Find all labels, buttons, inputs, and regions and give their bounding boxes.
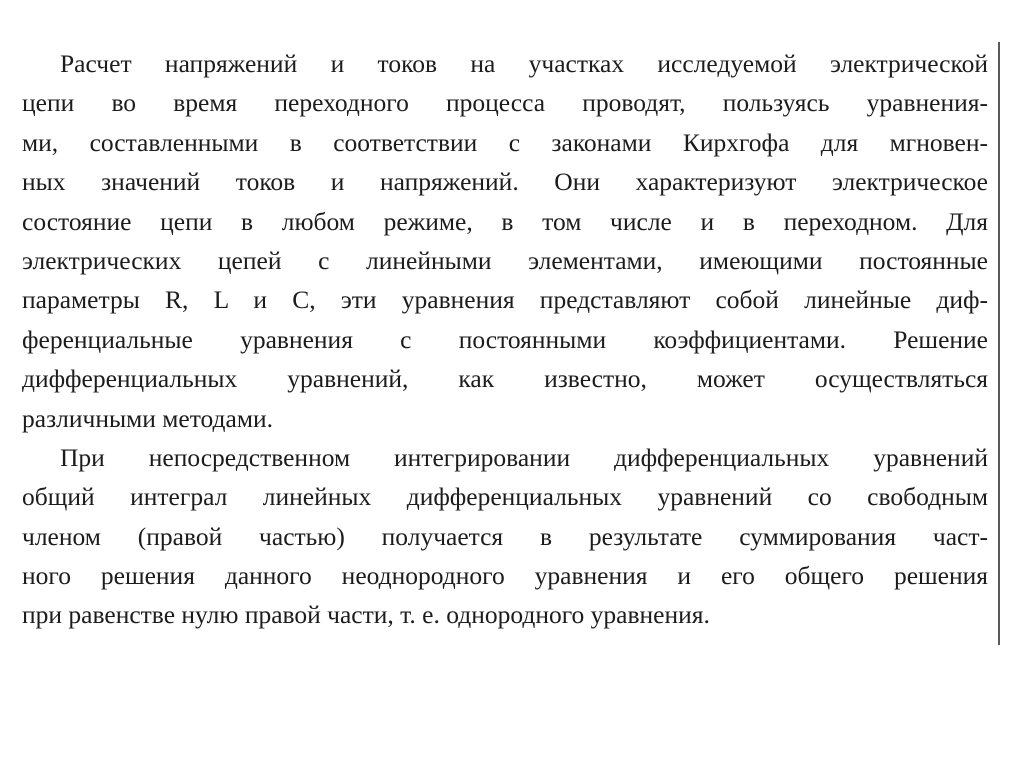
text-line: параметры R, L и C, эти уравнения представляют собой линейные диф-	[22, 285, 988, 315]
paragraph-2	[22, 438, 988, 635]
text-line: Расчет напряжений и токов на участках исследуемой электрической	[60, 49, 988, 78]
right-margin-rule	[998, 42, 1000, 645]
text-line: электрических цепей с линейными элементами, имеющими постоянные	[22, 245, 988, 275]
text-line: ных значений токов и напряжений. Они характеризуют электрическое	[22, 167, 988, 197]
text-line: ференциальные уравнения с постоянными коэффициентами. Решение	[22, 324, 988, 354]
text-line: ного решения данного неоднородного уравнения и его общего решения	[22, 561, 988, 591]
text-line: членом (правой частью) получается в результате суммирования част-	[22, 521, 988, 551]
paragraph-1	[22, 44, 988, 438]
text-line: дифференциальных уравнений, как известно, может осуществляться	[22, 364, 988, 394]
text-line: цепи во время переходного процесса проводят, пользуясь уравнения-	[22, 88, 988, 118]
text-line: общий интеграл линейных дифференциальных уравнений со свободным	[22, 482, 988, 512]
text-line: состояние цепи в любом режиме, в том числе и в переходном. Для	[22, 206, 988, 236]
text-line: При непосредственном интегрировании дифференциальных уравнений	[60, 442, 988, 472]
text-line: различными методами.	[22, 403, 274, 433]
text-line: при равенстве нулю правой части, т. е. однородного уравнения.	[22, 600, 710, 630]
body-text	[22, 44, 988, 635]
text-line: ми, составленными в соответствии с законами Кирхгофа для мгновен-	[22, 127, 988, 157]
